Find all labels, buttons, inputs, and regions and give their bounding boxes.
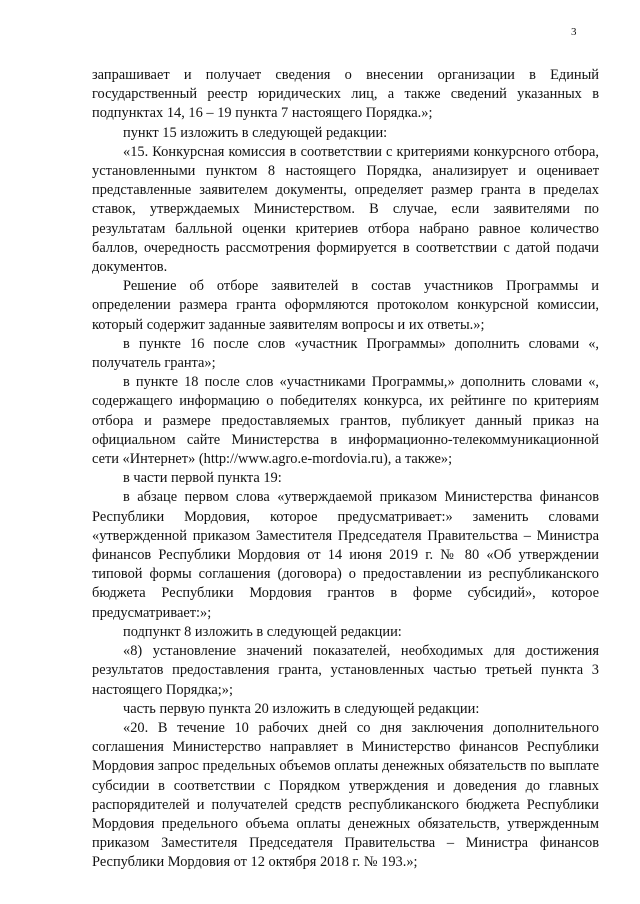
paragraph-point-20-instruction: часть первую пункта 20 изложить в следующей редакции:: [123, 700, 480, 717]
paragraph-point-15-instruction: пункт 15 изложить в следующей редакции:: [123, 124, 388, 141]
paragraph-point-15-text: «15. Конкурсная комиссия в соответствии с критериями конкурсного отбора, установленными пунктом 8 настоящего Порядка, анализирует и оценивает представленные заявителем документы, определяет размер гранта в пределах ставок, утверждаемых Министерством. В случае, если заявителями по результатам балльной оценки критериев отбора набрано равное количество баллов, очередность рассмотрения формируется в соответствии с датой подачи документов.: [92, 143, 599, 276]
document-body: [92, 66, 599, 873]
paragraph-point-19-heading: в части первой пункта 19:: [123, 470, 282, 487]
page-number: 3: [571, 26, 577, 38]
paragraph-point-16: в пункте 16 после слов «участник Программы» дополнить словами «, получатель гранта»;: [92, 335, 599, 372]
paragraph-point-20-text: «20. В течение 10 рабочих дней со дня заключения дополнительного соглашения Министерство направляет в Министерство финансов Республики Мордовия запрос предельных объемов оплаты денежных обязательств по выплате субсидии в соответствии с Порядком утверждения и доведения до главных распорядителей и получателей средств республиканского бюджета Республики Мордовия предельного объема оплаты денежных обязательств, утвержденным приказом Заместителя Председателя Правительства – Министра финансов Республики Мордовия от 12 октября 2018 г. № 193.»;: [92, 719, 599, 871]
paragraph-point-19-first-abzac: в абзаце первом слова «утверждаемой приказом Министерства финансов Республики Мордовия, которое предусматривает:» заменить словами «утвержденной приказом Заместителя Председателя Правительства – Министра финансов Республики Мордовия от 14 июня 2019 г. № 80 «Об утверждении типовой формы соглашения (договора) о предоставлении из республиканского бюджета Республики Мордовия грантов в форме субсидий», которое предусматривает:»;: [92, 489, 599, 621]
paragraph-subpoint-8-instruction: подпункт 8 изложить в следующей редакции:: [123, 623, 402, 640]
paragraph-subpoint-8-text: «8) установление значений показателей, необходимых для достижения результатов предоставления гранта, установленных частью третьей пункта 3 настоящего Порядка;»;: [92, 643, 599, 698]
paragraph-point-15-decision: Решение об отборе заявителей в состав участников Программы и определении размера гранта оформляются протоколом конкурсной комиссии, который содержит заданные заявителям вопросы и их ответы.»;: [92, 278, 599, 333]
paragraph-continuation: запрашивает и получает сведения о внесении организации в Единый государственный реестр юридических лиц, а также сведений указанных в подпунктах 14, 16 – 19 пункта 7 настоящего Порядка.»;: [92, 67, 599, 122]
paragraph-point-18: в пункте 18 после слов «участниками Программы,» дополнить словами «, содержащего информацию о победителях конкурса, их рейтинге по критериям отбора и размере предоставляемых грантов, публикует данный приказ на официальном сайте Министерства в информационно-телекоммуникационной сети «Интернет» (http://www.agro.e-mordovia.ru), а также»;: [92, 374, 599, 468]
